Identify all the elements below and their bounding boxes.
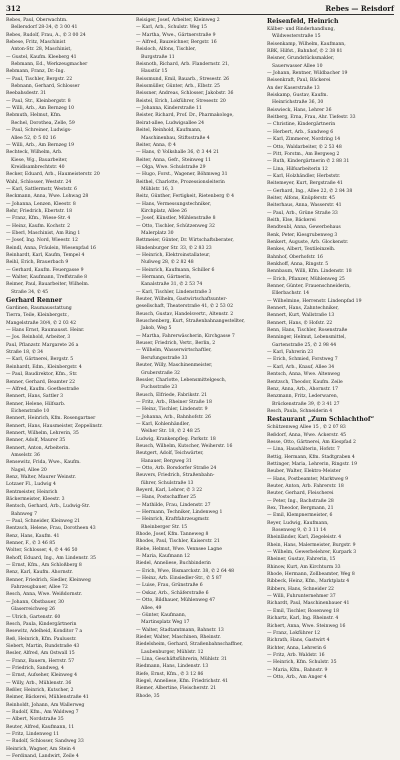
directory-entry: — Gustel, Kaufm. Kleeberg 41: [6, 54, 77, 60]
directory-entry: Wolter, Schlosser, 4, ✆ 4 46 50: [6, 548, 78, 554]
directory-entry: Reisloch, Alfons, Tischler,: [136, 47, 196, 53]
directory-entry: — Johanna, Arb., Bahnhofstr. 26: [136, 414, 211, 420]
directory-entry: Reissmund, Emil, Bauarb., Stresestr. 26: [136, 76, 230, 82]
directory-entry: — Erich, Wwe, Bismarckstr. 38, ✆ 2 64 48: [136, 568, 235, 574]
directory-entry: — Walter, Stadtamtmann, Bahnstr. 13: [136, 627, 224, 633]
directory-entry: Rebes, Paul, Oberwachtm.: [6, 18, 68, 23]
directory-entry: Nußweg 28, ✆ 2 82 48: [141, 260, 194, 266]
directory-entry: Reinhardt, Edm., Kleinbergstr. 4: [6, 364, 82, 370]
directory-entry: Riebe, Helmut, Wwe. Vennsee Lagne: [136, 546, 222, 552]
directory-entry: Resch, Anna, Wwe. Weißdornstr.: [6, 592, 82, 598]
directory-entry: — Martha, Wwe., Gärtnerstraße 9: [136, 32, 216, 38]
directory-entry: Schützenweg Allee 15 , ✆ 2 07 83: [267, 425, 346, 431]
directory-entry: Heinrichstraße 36, 30: [272, 100, 324, 106]
directory-entry: — Karl, Arb., Schulstr. Weg 15: [136, 25, 207, 31]
directory-entry: — Emil, Klempnermeister, 6: [267, 513, 333, 519]
directory-entry: Reisnoth, Richard, Arb. Flandernstr. 21,: [136, 62, 230, 68]
directory-entry: — Franz, Bauern, Herrstr. 57: [6, 658, 75, 664]
directory-entry: — Karl, Arb., Knauf, Allee 34: [267, 364, 335, 370]
directory-entry: Rex, Theodor, Bergmann, 21: [267, 506, 334, 511]
directory-entry: — Heinz, Kaufm. Kochstr. 2: [6, 223, 70, 229]
directory-entry: — Otto, Tischler, Schützenweg 32: [136, 223, 215, 229]
listing-advert-heading: Gerhard Renner: [6, 297, 63, 305]
directory-entry: Reisenkamp, Wilhelm, Kaufmann,: [267, 41, 346, 47]
directory-entry: Reuschenberg, Kurt, Straßenbahnangestellter,: [136, 319, 245, 325]
directory-entry: — Alfred, Bauzeichner, Bergstr. 16: [136, 40, 217, 46]
directory-entry: — Friedrich, Sandweg, 4: [6, 665, 64, 671]
directory-entry: — Josef, Künstler, Mühlenstraße 8: [136, 216, 216, 222]
directory-entry: Rentsch, Gerhard, Arb., Ludwig-Str.: [6, 504, 90, 510]
directory-entry: — Wilhelmine, Herrenstr. Lindenpfad 19: [267, 298, 362, 304]
directory-entry: Rechel, Dorothea, Zelle, 59: [11, 120, 75, 126]
directory-entry: Renner, F., ✆ 3 46 85: [6, 541, 56, 547]
directory-entry: — Karl, Sattlermstr, Weststr. 6: [6, 186, 77, 192]
directory-entry: Reyerd, Karl, Lehrer, ✆ 3 22: [136, 488, 203, 493]
directory-entry: — Eberl, Maschinist, Am Ring 1: [6, 230, 81, 236]
directory-entry: — Heinrich, Kaufmann, Schiller 6: [136, 267, 215, 273]
directory-entry: Reitel, Reinhold, Kaufmann,: [136, 128, 202, 134]
directory-entry: — Ferdinand, Landwirt, Zeile 4: [6, 754, 79, 760]
directory-entry: — Walter, Kaufmann, Treffstraße 8: [6, 275, 88, 281]
directory-entry: — Maria, Kaufmann 12: [136, 554, 190, 560]
directory-entry: Gruberstraße 32: [141, 370, 180, 376]
directory-entry: Renn, Hans, Tischler, Rosenstraße: [267, 328, 348, 334]
directory-entry: Rheiner, Gustav, Fahrerin, 15: [267, 557, 336, 563]
directory-entry: Reiswieck, Hans, Lehrer 36: [267, 107, 332, 113]
directory-entry: RBK, Hilfst., Bahnhof, ✆ 2 38 81: [267, 49, 343, 55]
directory-entry: Resse, Otto, Gärtnerei, Am Kiespfad 2: [267, 439, 356, 445]
directory-entry: Reuber, Walter, Elektro-Meister: [267, 469, 341, 475]
directory-entry: Maschinenbau, Stiftsstraße 4: [141, 135, 210, 141]
directory-entry: — Hans, ✆ Volkshalle 36, ✆ 3 44 21: [136, 150, 220, 156]
directory-entry: Haustür 15: [141, 69, 168, 75]
directory-entry: Malerplatz 30: [141, 230, 174, 236]
directory-entry: Reiterhaus, Anna, Wasserstr. 41: [267, 203, 342, 209]
directory-entry: Renzmann, Fritz, Lederwaren,: [267, 394, 339, 400]
directory-entry: Kanalstraße 31, ✆ 2 53 74: [141, 282, 203, 288]
directory-entry: Rebese, Fritz, Maschinist: [6, 40, 66, 46]
directory-entry: Resewitz, Adelheid, Konditor 7 a: [6, 629, 83, 635]
directory-entry: Mangelstraße 30/4, ✆ 2 03 42: [6, 320, 76, 326]
directory-entry: — Emil, Tischler, Rosenweg 18: [267, 608, 339, 614]
directory-entry: Renner, Adolf, Maurer 35: [6, 438, 66, 444]
directory-entry: Anton-Str. 28, Maschinist,: [11, 47, 72, 53]
directory-entry: Lotzaer Fl., Ludwig 4: [6, 482, 56, 488]
directory-entry: Renninger, Helmut, Lebensmittel,: [267, 335, 346, 341]
column-left: [6, 17, 131, 760]
directory-entry: Gartenstraße 25, ✆ 2 98 44: [272, 342, 337, 348]
directory-entry: Rosenweg 9, ✆ 3 11 14: [272, 528, 326, 534]
directory-entry: — Willy, Arb., Mühlenstr. 36: [6, 680, 72, 686]
directory-entry: — Oskar, Arb., Schäferstraße 6: [136, 590, 209, 596]
directory-entry: — Karl, Fahrerin 23: [267, 350, 314, 356]
directory-entry: — Hans, Vermessungstechniker,: [136, 201, 212, 207]
directory-entry: Rieder, Walter, Maschinen, Rheinstr.: [136, 634, 221, 640]
directory-entry: Kreidlsambrechtstr. 40: [11, 164, 65, 170]
directory-entry: — Alfred, Kaufm. Goethestraße: [6, 386, 80, 392]
directory-entry: Nagel, Allee 20: [11, 467, 47, 473]
directory-entry: Rechteck, Wilhelm, Arb.: [6, 150, 63, 156]
directory-entry: Ellerbachstr. 14: [272, 291, 310, 297]
directory-entry: Riegel, Anneliese, Kfm. Friedrichstr. 41: [136, 678, 229, 684]
directory-entry: Riedel, Anneliese, Buchbinderin: [136, 561, 211, 567]
directory-entry: Riedmann, Hans, Lindenstr. 13: [136, 664, 209, 670]
directory-entry: Rheinberger Str. 15: [141, 524, 188, 530]
directory-entry: Rebmann, Ed., Werkzeugmacher: [11, 62, 88, 68]
column-right: [267, 17, 392, 680]
directory-entry: Bellersdorf 28-34, ✆ 3 00 41: [11, 25, 78, 31]
directory-entry: — Lina, Hilfsarbeiterin 12: [267, 166, 328, 172]
directory-entry: Bäckermeister, Kleestr. 3: [6, 497, 65, 502]
directory-entry: Recker, Eduard, Arb., Haumeisterstr. 20: [6, 172, 100, 178]
directory-entry: Bahnhof, Oberhofstr. 16: [267, 254, 323, 260]
directory-entry: Reuvers, Friedrich, Straßenbahn-: [136, 473, 215, 479]
directory-entry: Fahrzeugbauer, Allee 72: [11, 585, 68, 591]
directory-entry: Rhode, Hermann, Zollbeamter, Weg 8: [267, 572, 355, 578]
directory-entry: — Ernst, Aufseher, Kleinweg 4: [6, 673, 78, 679]
directory-entry: — Wilhelm, Gewerbelehrer, Kurpark 3: [267, 550, 357, 556]
directory-entry: Sauerwasser Allee 10: [272, 63, 323, 69]
directory-entry: Riedelsheim, Gerhard, Straßenbahnschaffner,: [136, 642, 243, 648]
running-title: Rebes — Reisdorf: [325, 4, 394, 13]
directory-entry: Richartz, Karl, Ing. Rheinstr. 4: [267, 616, 339, 622]
directory-entry: Fuchsstraße 23: [141, 385, 178, 391]
directory-entry: Rhein, Hans, Malermeister, Burgstr. 9: [267, 542, 356, 548]
directory-entry: Reimer, Paul, Bauarbeiter, Wilhelm.: [6, 282, 90, 288]
directory-entry: Laubenburger, Mühlstr. 12: [141, 649, 204, 655]
directory-entry: Martinsplatz Weg 17: [141, 620, 190, 626]
directory-entry: Amselstr. 36: [11, 452, 40, 458]
directory-entry: Rentzsch, Theodor, Kaufm. Zeile: [267, 379, 343, 385]
directory-entry: — Jos. Reinhold, Arbeiter, 3: [6, 335, 71, 341]
directory-entry: — Pitt, Forstm., Am Bergweg 2: [267, 151, 340, 157]
directory-entry: — Heinz, Arb. Einsiedler-Str., ✆ 5 87: [136, 576, 222, 582]
directory-entry: Ludwig, Krankenpfleg. Parkstr. 18: [136, 436, 216, 442]
directory-entry: Reisiger, Josef, Arbeiter, Kleinweg 2: [136, 18, 220, 23]
directory-entry: — Hermann, Techniker, Lindenweg 1: [136, 510, 223, 516]
directory-entry: — Peter, Ing., Bachstraße 28: [267, 498, 334, 504]
directory-entry: Reßler, Heinrich, Kutscher, 2: [6, 687, 74, 693]
directory-entry: Rebmuth, Helmut, Kfm.: [6, 113, 62, 119]
directory-entry: Rennert, Wilhelm, Lehrerin, 35: [6, 430, 79, 436]
directory-entry: Kirchplatz, Allee 26: [141, 208, 187, 214]
directory-entry: — Heinrich, Kfm. Schulstr. 35: [267, 660, 337, 666]
directory-entry: Reinhardt, Karl, Kaufm, Tempel 4: [6, 253, 85, 258]
directory-entry: — Karl, Zimmerer, Nordring 14: [267, 137, 341, 143]
directory-entry: Reiter, Anna, Gefr., Steinweg 11: [136, 157, 211, 163]
directory-entry: Rennert, Hans, Zahntechniker,: [267, 306, 339, 312]
directory-entry: Reiter, Alfons, Knüpferstr. 45: [267, 195, 335, 201]
directory-entry: gesellschaft, Theaterstraße 41, ✆ 2 53 02: [136, 304, 234, 310]
directory-entry: Gardinen, Raumausstattung: [6, 306, 72, 312]
directory-entry: Bahnweg 7: [11, 511, 38, 517]
directory-entry: Glaserreichweg 26: [11, 607, 55, 613]
directory-entry: Rennert, Kurt, Wallstraße 13: [267, 313, 335, 319]
directory-entry: Renner, Günter, Frauenschneiderin,: [267, 284, 351, 290]
directory-entry: Hindenburger Str. 33, ✆ 2 83 23: [136, 245, 212, 251]
directory-entry: Rennert, Heinrich, Kfm. Rosengartner: [6, 416, 96, 422]
directory-entry: Renner, Gerhard, Beamter 22: [6, 379, 76, 385]
directory-entry: — Fritz, Arb., Rheiner Straße 18: [136, 399, 212, 405]
directory-entry: Rheinländer, Karl, Ziegeleistr. 4: [267, 535, 342, 541]
directory-entry: Ressler, Charlotte, Lebensmittelgesch,: [136, 377, 227, 383]
directory-entry: Reitz, Günther, Fertigkeit, Rietenberg ✆ 4: [136, 194, 235, 200]
directory-entry: Reusch, Gustav, Handelsvertr., Altenstr. 2: [136, 311, 234, 317]
directory-entry: Kiese, Wg., Bauarbeiter,: [11, 157, 68, 163]
directory-entry: — Otto, Bildhauer, Mühlenweg 47: [136, 598, 216, 604]
directory-entry: An der Kaserstraße 13: [267, 85, 320, 91]
directory-entry: Richardt, Paul, Maschinenbauer 41: [267, 601, 350, 607]
directory-entry: Renner, Friedrich, Siedler, Kleinweg: [6, 577, 91, 583]
directory-entry: — Rudolf, Kfm., Am Waldweg 7: [6, 709, 79, 715]
directory-entry: — Paul, Schneider, Kleinweg 21: [6, 519, 81, 525]
directory-entry: — Fritz, Lindenweg 11: [6, 732, 60, 737]
directory-entry: — Günter, Kaufmann,: [136, 612, 187, 618]
directory-entry: Straße 18, ✆ 34: [6, 350, 44, 356]
directory-entry: — Lina, Geschäftsführerin, Mühlstr. 31: [136, 656, 227, 662]
directory-entry: — Paul, Arb., Grüne Straße 33: [267, 210, 338, 216]
directory-entry: — Martha, Fahrerwäscherin, Kirchgasse 7: [136, 333, 235, 339]
directory-entry: Rettinger, Maria, Lehrerin, Ringstr. 19: [267, 461, 358, 467]
directory-entry: Reistel, Erich, Lokführer, Stresestr. 20: [136, 98, 226, 104]
directory-entry: Allee, 49: [141, 605, 162, 611]
directory-entry: Reinholdt, Johann, Am Wallerweg: [6, 702, 85, 708]
directory-entry: — Christine, Kindergärtnerin: [267, 122, 336, 128]
directory-entry: Eichenstraße 10: [11, 408, 50, 414]
directory-entry: — Karl, Kohlenhändler,: [136, 421, 190, 427]
directory-entry: Resch, Paula, Schneiderin 4: [267, 408, 333, 414]
directory-entry: Rentsch, Anna, Wwe. Altenweg: [267, 372, 340, 378]
directory-entry: — Hermann, Gärtnerin,: [136, 275, 192, 281]
directory-entry: Riemer, Albertine, Fleischerstr. 21: [136, 686, 217, 692]
directory-entry: Reiter, Anna, ✆ 4: [136, 142, 176, 148]
directory-entry: Rennert, Hans, Sattler 3: [6, 394, 64, 400]
directory-entry: Reuter, Alfred, Kaufmann, 11: [6, 724, 75, 730]
directory-entry: Jakob, Weg 5: [141, 326, 172, 332]
directory-entry: Renk, Peter, Kiesgrubenweg 3: [267, 232, 338, 238]
directory-entry: Rhode, Josef, Kfm. Tanneweg 8: [136, 532, 209, 538]
directory-entry: — Karl, Holzhändler, Herbststr.: [267, 173, 341, 179]
directory-entry: Richter, Anna, Lehrerin 6: [267, 645, 327, 651]
directory-entry: — Herbert, Arb., Sandweg 6: [267, 129, 334, 135]
directory-entry: — Paul, Str., Kleinbergstr. 8: [6, 98, 71, 104]
directory-entry: — Johann, Obstbauer, 30: [6, 599, 64, 605]
directory-entry: Reuter, Wilhelm, Gastwirtschaftsunter-: [136, 297, 228, 303]
directory-entry: Reckmann, Anna, Wwe. Lohwag 28: [6, 194, 89, 200]
directory-entry: Brückenstraße 39, ✆ 3 41 27: [272, 401, 340, 407]
directory-entry: — Erich, Pflanzer, Mühlenweg 25: [267, 276, 345, 282]
directory-entry: Hanauer, Bergweg 31: [141, 458, 192, 464]
directory-entry: Renner, Helene, Hilfsarb.: [6, 401, 66, 407]
directory-entry: Riefe, Ernst, Kfm., ✆ 3 12 86: [136, 671, 204, 677]
directory-entry: Mühlstr. 16, 3: [141, 186, 174, 192]
directory-entry: Renkhoff, Anna, Ringstr. 5: [267, 262, 329, 267]
column-middle: [136, 17, 261, 699]
directory-entry: — Franz, Lokführer 12: [267, 630, 321, 636]
directory-entry: — Erich, Schmied, Forstweg 7: [267, 357, 338, 363]
directory-entry: Reßdorf, Anna, Wwe. Ackerstr. 45: [267, 432, 347, 438]
directory-entry: Reithel, Charlotte, Prozessionsleiterin: [136, 179, 225, 185]
directory-entry: — Paul, Tischler, Bergstr. 22: [6, 76, 73, 82]
directory-entry: Reitemeyer, Kurt, Bergstraße 41: [267, 181, 343, 187]
directory-entry: — Lina, Haushälterin, Hofstr. 7: [267, 447, 340, 453]
header-rule: [6, 14, 394, 15]
directory-entry: Resch, Paula, Kindergärtnerin: [6, 621, 77, 627]
directory-entry: — Luise, Frau, Grünstraße 6: [136, 583, 203, 589]
directory-entry: — Johann, Rentner, Wildbacher 19: [267, 71, 348, 77]
directory-entry: Reuter, Willy, Maschinenmeister,: [136, 363, 213, 369]
directory-entry: Beirat-allee, Ludwigsallee 24: [136, 120, 205, 126]
directory-entry: — Maria, Kfm., Bahnstr. 9: [267, 667, 328, 673]
directory-entry: Rennert, Hans, ✆ Hofstr. 22: [267, 320, 333, 326]
directory-entry: Rentmeister, Heinrich: [6, 489, 58, 495]
directory-entry: Reindl, Anna, Fräulein, Wiesenpfad 16: [6, 245, 96, 251]
directory-entry: — Johanna, Lenzen, Kleestr. 8: [6, 201, 76, 207]
directory-entry: — Mathilde, Frau, Lindenstr. 27: [136, 502, 211, 508]
directory-entry: — Johanna, Kinderstraße 11: [136, 106, 202, 112]
directory-entry: Reimer, Bäckerei, Mühlenstraße 41: [6, 695, 89, 701]
directory-entry: Rettmeier, Günter, Dr. Wirtschaftsberater,: [136, 238, 234, 244]
directory-entry: — Heinrich, Kraftfahrzeugmstr.: [136, 517, 210, 523]
directory-entry: Reitberg, Erna, Frau, Ahr. Tiefestr. 33: [267, 115, 356, 121]
directory-entry: Paul, Pflanzstr. Margarete 26 a: [6, 342, 79, 348]
listing-advert-heading: Reisenfeld, Heinrich: [267, 18, 339, 25]
directory-entry: Ribbers, Hans, Schneider 22: [267, 586, 334, 592]
directory-entry: — Hans Ernst, Raumausst. Heinr.: [6, 328, 85, 334]
directory-entry: Heinrich, Wagner, Am Stein 4: [6, 746, 76, 752]
directory-entry: — Otto, Arb. Borsdorfer Straße 24: [136, 465, 217, 471]
directory-entry: Berufungsstraße 33: [141, 355, 188, 361]
directory-entry: — Willi, Arb., Am Bernzeg 19: [6, 142, 75, 148]
page-number: 312: [6, 4, 21, 13]
directory-entry: Renz, Hans, Kaufm. 41: [6, 533, 60, 539]
directory-entry: — Ulrich, Gartenstr. 60: [6, 614, 61, 620]
directory-entry: Burgstraße 11: [141, 54, 175, 60]
directory-entry: — Willi, Fuhrunternehmer 37: [267, 594, 336, 600]
directory-entry: — Ruth, Kindergärtnerin ✆ 2 88 31: [267, 159, 350, 165]
directory-entry: Reuser, Friedrich, Vertr., Berlin, 2: [136, 341, 216, 347]
directory-entry: Reissner, Andreas, Schlosser, Jakobstr. 36: [136, 91, 234, 97]
directory-entry: Rhinow, Kurt, Am Kirchturm 33: [267, 564, 341, 570]
directory-entry: Rebmann, Franz, Dr.-Ing.: [6, 69, 66, 75]
directory-entry: — Karl, Tischler, Lindenstraße 3: [136, 289, 212, 295]
directory-entry: — Franz, Kfm., Wiese-Str. 4: [6, 216, 71, 222]
directory-entry: Reiskamp, Gustav, Kaufm.: [267, 93, 328, 99]
directory-entry: Rhode, 35: [136, 693, 160, 699]
directory-entry: Reisenkraft, Paul, Bäckerei: [267, 78, 331, 84]
directory-entry: — Fritz, Arb. Waldstr. 16: [267, 652, 325, 658]
directory-entry: Rehr, Friedrich, Ebertstr. 18: [6, 208, 73, 214]
directory-entry: — Hans, Postbeamter, Marktweg 9: [267, 476, 349, 482]
directory-entry: Wahl, Schlosser, Weststr. 24: [6, 179, 72, 185]
directory-entry: Reissmüller, Günter, Arb., Elbstr. 25: [136, 84, 220, 90]
directory-entry: Renz, Anna, Arb., Ahornstr. 17: [267, 386, 339, 392]
directory-entry: Reebahsdestr. 31: [6, 91, 47, 97]
directory-entry: — Wilhelm, Wasserwirtschaftler,: [136, 348, 212, 354]
directory-entry: Rebes, Rudolf, Frau, A., ✆ 3 00 24: [6, 32, 86, 38]
directory-entry: Ribbeck, Heinz, Kfm., Marktplatz 4: [267, 579, 350, 585]
directory-entry: Rhodes, Paul, Tischler, Kaiserstr. 21: [136, 539, 220, 545]
directory-entry: Reutgert, Adolf, Teichwärter,: [136, 451, 204, 457]
directory-entry: Weiher Str. 18, ✆ 2 48 25: [141, 429, 201, 435]
directory-entry: Reusch, Elfriede, Fabrikstr. 21: [136, 392, 208, 398]
directory-entry: — Karl, Gärtnerei, Bergstr. 5: [6, 357, 74, 363]
directory-entry: Renkes, Albert, Textileinzelh.: [267, 247, 336, 253]
directory-entry: — Paul, Baudirektor, Kfm., Str.: [6, 372, 78, 378]
directory-entry: Renz, Walter, Maurer Weinstr.: [6, 474, 77, 480]
directory-entry: Rentzsch, Helene, Frau, Dorotheen 43: [6, 526, 96, 532]
directory-entry: Rehoff, Eduard, Ing., Am Lindenstr. 35: [6, 555, 96, 561]
directory-entry: — Otto, Arb., Am Anger 4: [267, 674, 327, 680]
directory-entry: Wildwesterstraße 15: [272, 34, 321, 40]
directory-entry: Renkert, Auguste, Arb. Glockenstr.: [267, 239, 349, 245]
directory-entry: — Gerhard, Kaufm. Feuergasse 9: [6, 267, 84, 273]
directory-entry: — Paul, Schreiner, Ludwigs-: [6, 128, 72, 134]
directory-entry: — Heinz, Tischler, Lindenstr. 9: [136, 407, 208, 413]
directory-entry: — Hans, Postschaffner 25: [136, 495, 196, 501]
directory-entry: Reusch, Wilhelm, Kutscher, Weiherstr. 16: [136, 443, 233, 449]
directory-entry: Rennert, Hans, Hausmeister, Zeppelinstr.: [6, 423, 103, 429]
directory-entry: — Rudolf, Schlosser, Sandweg 33: [6, 739, 84, 745]
directory-entry: — Hugo, Forst., Wagener, Böhmweg 31: [136, 172, 228, 178]
directory-entry: — Albert, Nordstraße 35: [6, 717, 64, 723]
directory-entry: Rensewitz, Frida, Wwe., Kaufm.: [6, 460, 81, 466]
listing-advert-heading: Restaurant „Zum Schlachthof“: [267, 416, 375, 424]
directory-entry: Reyer, Ludwig, Kaufmann,: [267, 520, 329, 526]
directory-entry: Straße 34, ✆ 45: [11, 289, 49, 295]
directory-entry: Rebnann, Gerhard, Schlosser: [11, 84, 80, 90]
directory-entry: — Ernst, Kfm., Am Schloßberg 8: [6, 563, 82, 569]
directory-entry: Rendteubl, Anna, Gewerbehaus: [267, 225, 341, 231]
directory-entry: Rennert, Anton, Arbeiterin.: [6, 445, 70, 451]
directory-entry: — Olga, Wwe. Schulstraße 29: [136, 164, 206, 170]
directory-entry: Siebert, Martin, Rundstraße 43: [6, 643, 80, 649]
directory-entry: — Josef, Ing. Nord, Wieestr. 12: [6, 238, 78, 244]
directory-entry: Reuter, Anton, Arb. Fahrerstr. 18: [267, 483, 344, 489]
directory-entry: Kälber- und Rinderhandlung,: [267, 27, 335, 32]
directory-entry: — Heinrich, Elektroinstallateur,: [136, 253, 211, 258]
directory-entry: — Gerhard, Ing., Allee 22, ✆ 2 84 38: [267, 188, 353, 194]
directory-entry: Richert, Anna, Wwe. Steinweg 16: [267, 623, 346, 629]
directory-entry: Resler, Alfred, Am Ostwall 15: [6, 651, 75, 657]
directory-entry: — Willi, Arb., Am Bernzeg 10: [6, 106, 75, 112]
directory-entry: Allee 52, ✆ 5 02 16: [11, 135, 56, 141]
directory-entry: Tierra, Teile, Kleinbergstr.,: [6, 313, 69, 319]
directory-entry: Reisner, Grundstücksmakler,: [267, 56, 335, 62]
directory-entry: Reith, Else, Bäckerei: [267, 217, 316, 223]
directory-entry: Rettig, Hermann, Kfm. Stadtgraben 4: [267, 454, 355, 460]
directory-entry: Reß, Heinrich, Kfm. Paulusstr.: [6, 636, 77, 642]
directory-entry: Renz, Karl, Kaufm. Ahornstr.: [6, 570, 73, 576]
directory-entry: Reister, Richard, Prof. Dr., Pharmakologe,: [136, 113, 234, 119]
directory-entry: Reihl, Erich, Brauerbach 9: [6, 260, 69, 266]
directory-entry: Rennbaum, Willi, Kfm. Lindenstr. 18: [267, 269, 352, 275]
directory-entry: führer, Schulstraße 13: [141, 480, 194, 486]
directory-entry: — Otto, Waldarbeiter, ✆ 2 53 48: [267, 144, 342, 150]
directory-entry: Reuter, Gerhard, Fleischerei: [267, 491, 334, 497]
directory-entry: Richrath, Hans, Gastwirt 4: [267, 638, 330, 644]
